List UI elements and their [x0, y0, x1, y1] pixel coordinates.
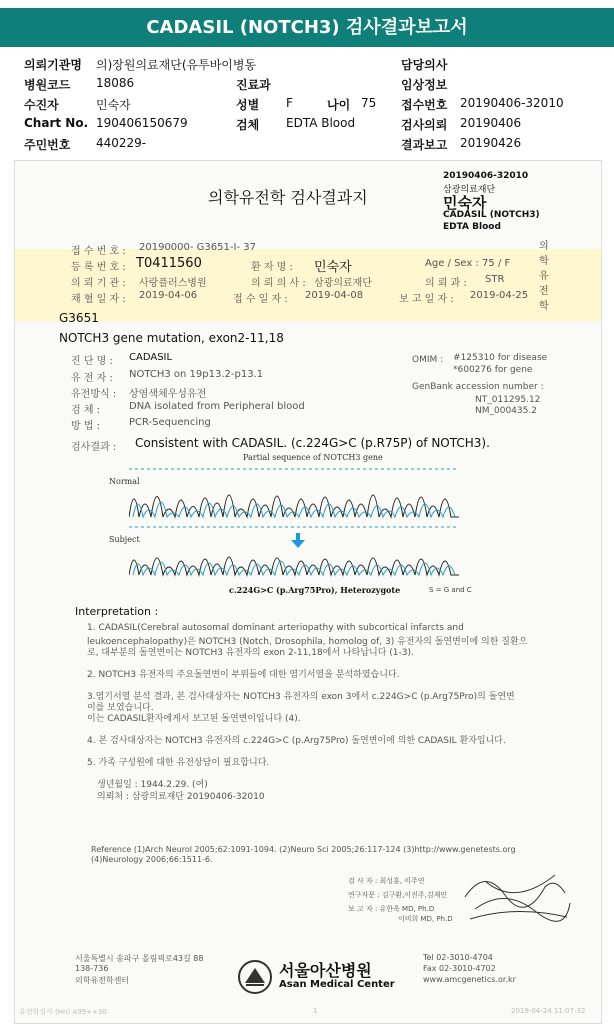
- interp-3: 3.염기서열 분석 결과, 본 검사대상자는 NOTCH3 유전자의 exon 3에서 c.224G>C (p.Arg75Pro)의 돌연변: [87, 692, 515, 702]
- asan-logo-icon: [237, 959, 273, 995]
- genbank-2: NM_000435.2: [475, 406, 537, 416]
- result-label: 검사결과 :: [71, 442, 117, 453]
- interp-3c: 이는 CADASIL환자에게서 보고된 돌연변이입니다 (4).: [87, 714, 301, 724]
- stamp-number: 20190406-32010: [443, 171, 529, 181]
- row3b-value: 삼광의료재단: [314, 278, 372, 289]
- birth-date: 생년월일 : 1944.2.29. (여): [97, 780, 208, 790]
- row4-label: 채 혈 일 자 :: [71, 294, 126, 305]
- footer-page: 1: [313, 1007, 318, 1015]
- hospital-code-value: 18086: [96, 76, 135, 90]
- website: www.amcgenetics.or.kr: [423, 975, 516, 984]
- row4b-value: 2019-04-08: [305, 290, 364, 301]
- chromatogram: [129, 461, 459, 581]
- omim-label: OMIM :: [412, 355, 444, 365]
- row3-value: 사랑플러스병원: [139, 278, 207, 289]
- signature-scribble: [455, 857, 575, 931]
- id-label: 주민번호: [24, 138, 71, 152]
- interp-title: Interpretation :: [75, 605, 159, 618]
- test-name: NOTCH3 gene mutation, exon2-11,18: [59, 331, 284, 345]
- subject-label: Subject: [109, 535, 140, 544]
- row3-label: 의 뢰 기 관 :: [71, 278, 126, 289]
- signer-4: 이비희 MD, Ph.D: [398, 915, 453, 923]
- sample-value: DNA isolated from Peripheral blood: [129, 401, 305, 412]
- row2c-label: Age / Sex : 75 / F: [425, 258, 511, 269]
- clinical-info-label: 임상정보: [401, 78, 448, 92]
- interp-5: 5. 가족 구성원에 대한 유전상담이 필요합니다.: [87, 758, 270, 768]
- diag-value: CADASIL: [129, 352, 173, 363]
- method-label: 방 법 :: [71, 421, 101, 432]
- genbank-1: NT_011295.12: [475, 395, 541, 405]
- row4b-label: 접 수 일 자 :: [233, 294, 288, 305]
- receipt-no-value: 20190406-32010: [460, 96, 564, 110]
- sex-value: F: [286, 96, 293, 110]
- stamp-test: CADASIL (NOTCH3): [443, 210, 540, 220]
- normal-label: Normal: [109, 477, 140, 486]
- inherit-label: 유전방식 :: [71, 389, 117, 400]
- gene-value: NOTCH3 on 19p13.2-p13.1: [129, 369, 264, 380]
- age-label: 나이: [327, 98, 351, 112]
- reference-2: (4)Neurology 2006;66:1511-6.: [91, 855, 213, 864]
- age-value: 75: [361, 96, 377, 110]
- report-title: CADASIL (NOTCH3) 검사결과보고서: [0, 8, 614, 47]
- report-date-value: 20190426: [460, 136, 522, 150]
- subject-trace: [129, 557, 459, 575]
- row2b-label: 환 자 명 :: [251, 262, 293, 273]
- side-label: 의 학 유 전 학: [539, 241, 549, 312]
- requester: 의뢰처 : 삼광의료재단 20190406-32010: [97, 792, 265, 802]
- interp-4: 4. 본 검사대상자는 NOTCH3 유전자의 c.224G>C (p.Arg75Pro) 돌연변이에 의한 CADASIL 환자입니다.: [87, 736, 506, 746]
- signer-3: 보 고 자 : 유한욱 MD, Ph.D: [348, 905, 435, 913]
- stamp-name: 민숙자: [443, 194, 487, 212]
- institution-value: 의)장원의료재단(유투바이병동: [96, 58, 257, 72]
- row1-label: 접 수 번 호 :: [71, 246, 126, 257]
- interp-1c: 로, 대부분의 돌연변이는 NOTCH3 유전자의 exon 2-11,18에서 나타납니다 (1-3).: [87, 648, 414, 658]
- signer-1: 검 사 자 : 최성훈, 이주연: [348, 877, 425, 885]
- stamp-specimen: EDTA Blood: [443, 222, 501, 232]
- doc-title: 의학유전학 검사결과지: [208, 188, 368, 207]
- row3c-value: STR: [485, 274, 505, 285]
- result-value: Consistent with CADASIL. (c.224G>C (p.R75P) of NOTCH3).: [135, 436, 490, 450]
- row2b-value: 민숙자: [314, 260, 352, 275]
- patient-value: 민숙자: [96, 98, 131, 112]
- method-value: PCR-Sequencing: [129, 417, 211, 428]
- row4c-value: 2019-04-25: [470, 290, 529, 301]
- row3c-label: 의 뢰 과 :: [425, 278, 467, 289]
- address-3: 의학유전학센터: [75, 976, 130, 985]
- reference-1: Reference (1)Arch Neurol 2005;62:1091-1094. (2)Neuro Sci 2005;26:117-124 (3)http://www.genetests.org: [91, 845, 516, 854]
- down-arrow-icon: [291, 533, 305, 548]
- signer-2: 연구자문 : 김구환,이진주,김재민: [348, 891, 448, 899]
- fax: Fax 02-3010-4702: [423, 964, 496, 973]
- row3b-label: 의 뢰 의 사 :: [251, 278, 306, 289]
- address-2: 138-736: [75, 964, 109, 973]
- request-date-label: 검사의뢰: [401, 118, 448, 132]
- row2-label: 등 록 번 호 :: [71, 262, 126, 273]
- row1-value: 20190000- G3651-I- 37: [139, 242, 256, 253]
- address-1: 서울특별시 송파구 올림픽로43길 88: [75, 954, 204, 963]
- row4c-label: 보 고 일 자 :: [399, 294, 454, 305]
- report-date-label: 결과보고: [401, 138, 448, 152]
- omim-2: *600276 for gene: [453, 365, 533, 375]
- interp-3b: 이를 보였습니다.: [87, 703, 154, 713]
- receipt-no-label: 접수번호: [401, 98, 448, 112]
- row4-value: 2019-04-06: [139, 290, 198, 301]
- report-header: [0, 52, 614, 152]
- footer-left: 유전학검사 (Hn) A99++30: [19, 1008, 107, 1016]
- diag-label: 진 단 명 :: [71, 356, 113, 367]
- specimen-label: 검체: [236, 118, 260, 132]
- chrom-caption: c.224G>C (p.Arg75Pro), Heterozygote: [229, 585, 401, 595]
- normal-trace: [129, 495, 459, 517]
- institution-label: 의뢰기관명: [24, 58, 82, 72]
- footer-right: 2019-04-24 11:07:32: [511, 1007, 586, 1015]
- row2-value: T0411560: [136, 256, 202, 271]
- gene-label: 유 전 자 :: [71, 373, 113, 384]
- stamp-org: 삼광의료재단: [443, 185, 496, 195]
- patient-label: 수진자: [24, 98, 59, 112]
- partial-seq-label: Partial sequence of NOTCH3 gene: [243, 453, 383, 462]
- omim-1: #125310 for disease: [453, 353, 548, 363]
- chart-value: 190406150679: [96, 116, 188, 130]
- specimen-value: EDTA Blood: [286, 116, 356, 130]
- tel: Tel 02-3010-4704: [423, 953, 493, 962]
- interp-2: 2. NOTCH3 유전자의 주요돌연변이 부위들에 대한 염기서열을 분석하였습니다.: [87, 670, 400, 680]
- interp-1: 1. CADASIL(Cerebral autosomal dominant arteriopathy with subcortical infarcts and: [87, 623, 464, 633]
- chart-label: Chart No.: [24, 116, 89, 130]
- id-value: 440229-: [96, 136, 147, 150]
- hospital-code-label: 병원코드: [24, 78, 71, 92]
- genbank-label: GenBank accession number :: [412, 382, 544, 392]
- request-date-value: 20190406: [460, 116, 522, 130]
- department-label: 진료과: [236, 78, 271, 92]
- scanned-report: [14, 160, 602, 1024]
- hospital-name-en: Asan Medical Center: [279, 979, 395, 990]
- sample-label: 검 체 :: [71, 405, 101, 416]
- test-code: G3651: [59, 311, 99, 325]
- interp-1b: leukoencephalopathy)은 NOTCH3 (Notch, Drosophila, homolog of, 3) 유전자의 돌연변이에 의한 질환으: [87, 637, 528, 647]
- doctor-label: 담당의사: [401, 58, 448, 72]
- inherit-value: 상염색체우성유전: [129, 389, 207, 400]
- hospital-name-ko: 서울아산병원: [279, 961, 372, 980]
- chrom-legend: S = G and C: [429, 586, 472, 594]
- sex-label: 성별: [236, 98, 260, 112]
